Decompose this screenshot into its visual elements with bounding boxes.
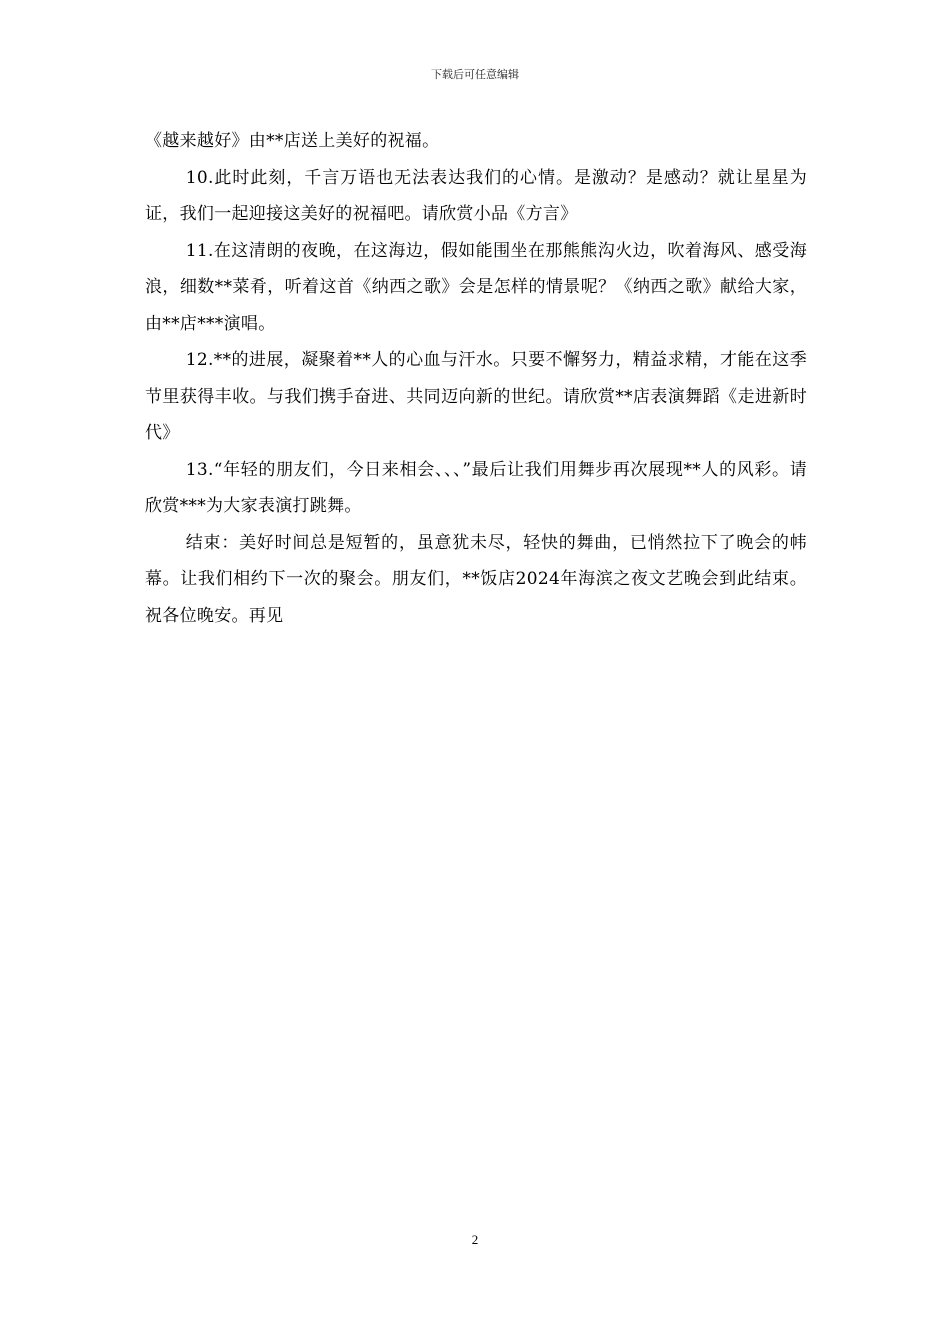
page-number: 2 bbox=[471, 1232, 479, 1247]
paragraph-4: 12.**的进展，凝聚着**人的心血与汗水。只要不懈努力，精益求精，才能在这季节里获得丰收。与我们携手奋进、共同迈向新的世纪。请欣赏**店表演舞蹈《走进新时代》 bbox=[145, 350, 807, 443]
paragraph-3: 11.在这清朗的夜晚，在这海边，假如能围坐在那熊熊沟火边，吹着海风、感受海浪，细数**菜肴，听着这首《纳西之歌》会是怎样的情景呢？《纳西之歌》献给大家，由**店***演唱。 bbox=[145, 240, 807, 334]
paragraph-1: 《越来越好》由**店送上美好的祝福。 bbox=[145, 131, 440, 151]
paragraph-5: 13.“年轻的朋友们，今日来相会、、、”最后让我们用舞步再次展现**人的风彩。请欣赏***为大家表演打跳舞。 bbox=[145, 459, 807, 516]
page-header: 下载后可任意编辑 bbox=[431, 68, 519, 81]
paragraph-2: 10.此时此刻，千言万语也无法表达我们的心情。是激动？是感动？就让星星为证，我们一起迎接这美好的祝福吧。请欣赏小品《方言》 bbox=[145, 167, 807, 224]
paragraph-6: 结束：美好时间总是短暂的，虽意犹未尽，轻快的舞曲，已悄然拉下了晚会的帏幕。让我们相约下一次的聚会。朋友们，**饭店2024年海滨之夜文艺晚会到此结束。祝各位晚安。再见 bbox=[145, 532, 807, 626]
document-body bbox=[145, 123, 807, 634]
